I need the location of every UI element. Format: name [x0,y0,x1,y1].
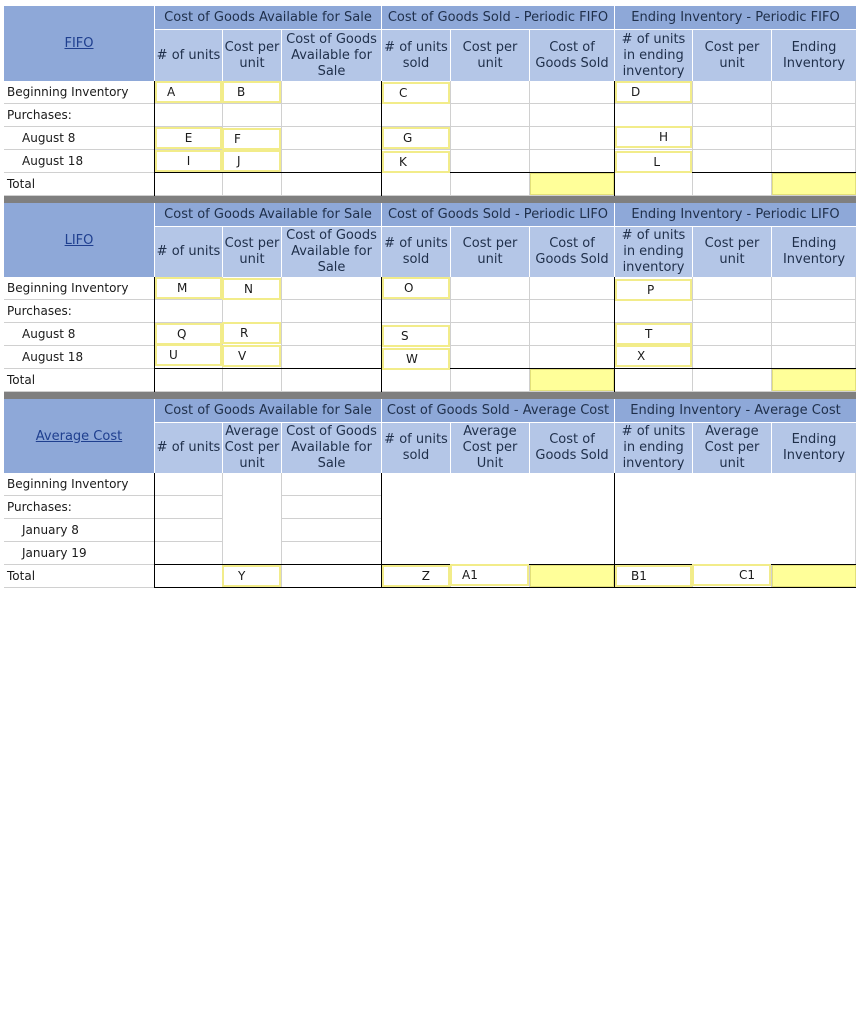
section-separator [4,196,856,203]
lifo-sub-end-inv: Ending Inventory [771,227,856,277]
avg-total-sold[interactable]: Z [382,565,450,587]
fifo-beg-sold[interactable]: C [382,82,450,104]
lifo-row-total: Total [4,369,154,392]
avg-sub-units: # of units [154,423,222,473]
lifo-p1-cost[interactable]: R [222,322,281,344]
lifo-total-cogs[interactable] [530,369,614,391]
avg-total-cogs[interactable] [530,565,614,587]
lifo-p2-cost[interactable]: V [222,345,281,367]
lifo-row-purchases: Purchases: [4,300,154,323]
lifo-sub-cogs: Cost of Goods Sold [529,227,614,277]
lifo-sub-units: # of units [154,227,222,277]
lifo-method-title: LIFO [4,203,154,277]
fifo-group-cogas: Cost of Goods Available for Sale [154,6,381,30]
fifo-sub-sold-cost: Cost per unit [450,30,529,81]
fifo-sub-units: # of units [154,30,222,81]
lifo-beg-sold[interactable]: O [382,277,450,299]
lifo-sub-sold-cost: Cost per unit [450,227,529,277]
lifo-sub-cost: Cost per unit [222,227,281,277]
lifo-sub-sold: # of units sold [381,227,450,277]
fifo-beg-end[interactable]: D [615,81,692,103]
avg-sub-sold: # of units sold [381,423,450,473]
fifo-p1-sold[interactable]: G [382,127,450,149]
lifo-beg-units[interactable]: M [155,277,222,299]
avg-total-sold-cost[interactable]: A1 [450,564,529,586]
fifo-p2-end[interactable]: L [615,151,692,173]
lifo-sub-cogas: Cost of Goods Available for Sale [281,227,381,277]
avg-group-cogas: Cost of Goods Available for Sale [154,399,381,423]
lifo-beg-end[interactable]: P [615,279,692,301]
fifo-p1-units[interactable]: E [155,127,222,149]
fifo-sub-end-units: # of units in ending inventory [614,30,692,81]
avg-row-purchases: Purchases: [4,496,154,519]
fifo-sub-cogas: Cost of Goods Available for Sale [281,30,381,81]
avg-sub-end-inv: Ending Inventory [771,423,856,473]
fifo-beg-units[interactable]: A [155,81,222,103]
fifo-method-title: FIFO [4,6,154,81]
fifo-total-ending[interactable] [772,173,856,195]
avg-group-cogs: Cost of Goods Sold - Average Cost [381,399,614,423]
lifo-p2-units[interactable]: U [155,344,222,366]
lifo-row-aug8: August 8 [4,323,154,346]
lifo-sub-end-cost: Cost per unit [692,227,771,277]
lifo-p2-end[interactable]: X [615,345,692,367]
fifo-sub-cogs: Cost of Goods Sold [529,30,614,81]
fifo-p2-units[interactable]: I [155,150,222,172]
avg-total-cost[interactable]: Y [222,565,281,587]
avg-total-end-cost[interactable]: C1 [692,564,771,586]
lifo-p2-sold[interactable]: W [382,348,450,370]
avg-sub-cogs: Cost of Goods Sold [529,423,614,473]
avg-row-beginning: Beginning Inventory [4,473,154,496]
average-method-title: Average Cost [4,399,154,473]
fifo-sub-end-inv: Ending Inventory [771,30,856,81]
lifo-sub-end-units: # of units in ending inventory [614,227,692,277]
fifo-row-purchases: Purchases: [4,104,154,127]
fifo-row-beginning: Beginning Inventory [4,81,154,104]
fifo-row-total: Total [4,173,154,196]
fifo-total-cogs[interactable] [530,173,614,195]
fifo-p2-sold[interactable]: K [382,151,450,173]
lifo-group-cogs: Cost of Goods Sold - Periodic LIFO [381,203,614,227]
avg-row-jan8: January 8 [4,519,154,542]
lifo-table [4,203,856,392]
avg-sub-cost: Average Cost per unit [222,423,281,473]
lifo-group-ending: Ending Inventory - Periodic LIFO [614,203,856,227]
fifo-beg-cost[interactable]: B [222,81,281,103]
lifo-total-ending[interactable] [772,369,856,391]
fifo-sub-end-cost: Cost per unit [692,30,771,81]
avg-group-ending: Ending Inventory - Average Cost [614,399,856,423]
avg-sub-end-units: # of units in ending inventory [614,423,692,473]
fifo-p1-end[interactable]: H [615,126,692,148]
lifo-beg-cost[interactable]: N [222,278,281,300]
avg-sub-sold-cost: Average Cost per Unit [450,423,529,473]
lifo-row-aug18: August 18 [4,346,154,369]
lifo-p1-sold[interactable]: S [382,325,450,347]
fifo-group-ending: Ending Inventory - Periodic FIFO [614,6,856,30]
fifo-sub-cost: Cost per unit [222,30,281,81]
avg-row-jan19: January 19 [4,542,154,565]
average-cost-table [4,399,856,588]
avg-total-ending[interactable] [772,565,856,587]
lifo-p1-units[interactable]: Q [155,323,222,345]
fifo-sub-sold: # of units sold [381,30,450,81]
fifo-row-aug18: August 18 [4,150,154,173]
lifo-group-cogas: Cost of Goods Available for Sale [154,203,381,227]
section-separator [4,392,856,399]
avg-sub-end-cost: Average Cost per unit [692,423,771,473]
fifo-group-cogs: Cost of Goods Sold - Periodic FIFO [381,6,614,30]
avg-row-total: Total [4,565,154,588]
lifo-p1-end[interactable]: T [615,323,692,345]
avg-sub-cogas: Cost of Goods Available for Sale [281,423,381,473]
fifo-p2-cost[interactable]: J [222,150,281,172]
lifo-row-beginning: Beginning Inventory [4,277,154,300]
fifo-table [4,6,856,196]
avg-total-end[interactable]: B1 [615,565,692,587]
fifo-row-aug8: August 8 [4,127,154,150]
fifo-p1-cost[interactable]: F [222,128,281,150]
